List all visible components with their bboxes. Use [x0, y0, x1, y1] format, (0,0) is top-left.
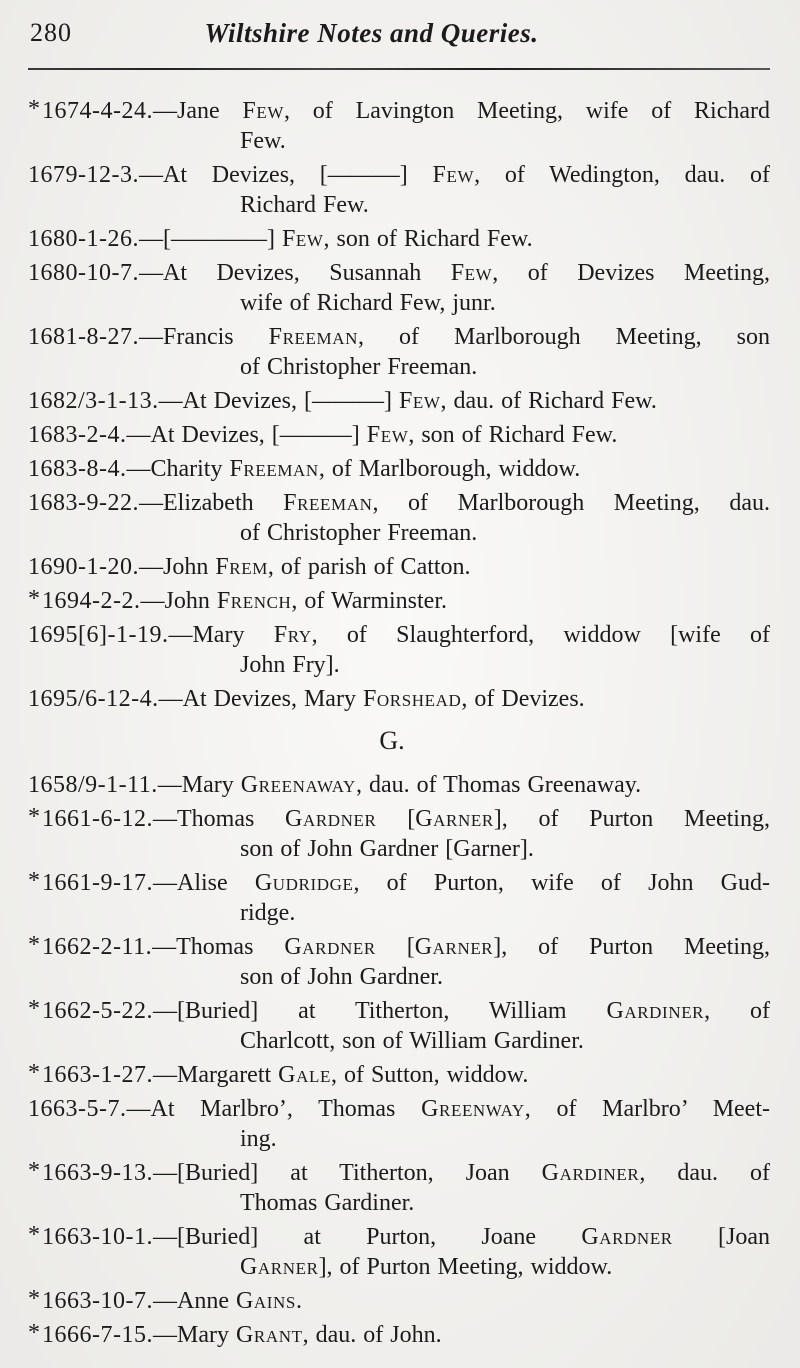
entry-date: 1663-10-1. — [42, 1224, 153, 1250]
entry-continuation-line: Richard Few. — [240, 192, 369, 218]
asterisk-marker: * — [28, 996, 40, 1022]
asterisk-marker: * — [28, 1222, 40, 1248]
register-entry — [28, 322, 770, 382]
register-entry — [28, 804, 770, 864]
surname-smallcaps: Few — [398, 388, 441, 414]
register-entry — [28, 1158, 770, 1218]
entry-date: 1683-2-4. — [28, 422, 127, 448]
entry-first-line: 1683-2-4.—At Devizes, [———] Few, son of Richard Few. — [28, 422, 618, 448]
entry-continuation-line: ridge. — [240, 900, 296, 926]
entry-first-line: 1679-12-3.—At Devizes, [———] Few, of Wedington, dau. of — [28, 162, 771, 188]
entry-continuation-line: of Christopher Freeman. — [240, 354, 478, 380]
register-entry — [28, 420, 770, 450]
register-entry — [28, 160, 770, 220]
asterisk-marker: * — [28, 868, 40, 894]
entry-date: 1661-9-17. — [42, 870, 153, 896]
asterisk-marker: * — [28, 1060, 40, 1086]
entry-continuation-line: ing. — [240, 1126, 277, 1152]
entry-continuation-line: Few. — [240, 128, 286, 154]
entry-first-line: 1683-8-4.—Charity Freeman, of Marlborough, widdow. — [28, 456, 581, 482]
entry-first-line: 1680-10-7.—At Devizes, Susannah Few, of Devizes Meeting, — [28, 260, 770, 286]
entry-first-line: 1695/6-12-4.—At Devizes, Mary Forshead, of Devizes. — [28, 686, 585, 712]
surname-smallcaps: Few — [432, 162, 475, 188]
surname-smallcaps: Gardner — [284, 934, 376, 960]
entry-continuation-line: son of John Gardner. — [240, 964, 443, 990]
entry-first-line: *1663-9-13.—[Buried] at Titherton, Joan Gardiner, dau. of — [28, 1158, 770, 1186]
entry-first-line: *1694-2-2.—John French, of Warminster. — [28, 586, 448, 614]
entry-first-line: 1680-1-26.—[————] Few, son of Richard Few. — [28, 226, 533, 252]
page-title: Wiltshire Notes and Queries. — [204, 18, 539, 48]
entry-first-line: 1695[6]-1-19.—Mary Fry, of Slaughterford, widdow [wife of — [28, 622, 771, 648]
surname-smallcaps: French — [216, 588, 292, 614]
surname-smallcaps: Greenway — [421, 1096, 525, 1122]
entry-first-line: 1658/9-1-11.—Mary Greenaway, dau. of Thomas Greenaway. — [28, 772, 642, 798]
entry-date: 1663-5-7. — [28, 1096, 127, 1122]
entry-date: 1683-8-4. — [28, 456, 127, 482]
section-heading: G. — [379, 726, 405, 755]
asterisk-marker: * — [28, 586, 40, 612]
asterisk-marker: * — [28, 96, 40, 122]
entry-date: 1682/3-1-13. — [28, 388, 159, 414]
asterisk-marker: * — [28, 1286, 40, 1312]
asterisk-marker: * — [28, 1158, 40, 1184]
entry-first-line: *1674-4-24.—Jane Few, of Lavington Meeting, wife of Richard — [28, 96, 770, 124]
entry-first-line: 1690-1-20.—John Frem, of parish of Catton. — [28, 554, 471, 580]
entry-first-line: *1663-10-1.—[Buried] at Purton, Joane Gardner [Joan — [28, 1222, 770, 1250]
surname-smallcaps: Frem — [215, 554, 268, 580]
entry-date: 1690-1-20. — [28, 554, 139, 580]
entry-date: 1695/6-12-4. — [28, 686, 159, 712]
asterisk-marker: * — [28, 932, 40, 958]
entry-date: 1674-4-24. — [42, 98, 153, 124]
surname-smallcaps: Freeman — [283, 490, 373, 516]
entry-date: 1681-8-27. — [28, 324, 139, 350]
register-entry — [28, 224, 770, 254]
register-entry — [28, 1094, 770, 1154]
surname-smallcaps: Freeman — [268, 324, 358, 350]
surname-smallcaps: Few — [366, 422, 409, 448]
entry-date: 1658/9-1-11. — [28, 772, 158, 798]
entry-date: 1679-12-3. — [28, 162, 139, 188]
register-entry — [28, 454, 770, 484]
entry-date: 1661-6-12. — [42, 806, 153, 832]
entry-continuation-line: son of John Gardner [Garner]. — [240, 836, 534, 862]
entry-continuation-line: Thomas Gardiner. — [240, 1190, 415, 1216]
entry-first-line: *1663-1-27.—Margarett Gale, of Sutton, widdow. — [28, 1060, 529, 1088]
entry-continuation-line: John Fry]. — [240, 652, 340, 678]
entry-first-line: 1663-5-7.—At Marlbro’, Thomas Greenway, of Marlbro’ Meet- — [28, 1096, 770, 1122]
register-entry — [28, 684, 770, 714]
entry-first-line: *1661-6-12.—Thomas Gardner [Garner], of Purton Meeting, — [28, 804, 770, 832]
entry-date: 1694-2-2. — [42, 588, 141, 614]
register-entry — [28, 586, 770, 616]
surname-smallcaps: Few — [450, 260, 493, 286]
surname-smallcaps: Garner — [415, 806, 494, 832]
surname-smallcaps: Gains — [235, 1288, 296, 1314]
register-entry — [28, 620, 770, 680]
page-number: 280 — [30, 18, 72, 47]
register-entry — [28, 386, 770, 416]
register-entry — [28, 868, 770, 928]
surname-smallcaps: Gardiner — [541, 1160, 640, 1186]
entry-date: 1683-9-22. — [28, 490, 139, 516]
asterisk-marker: * — [28, 804, 40, 830]
entry-date: 1666-7-15. — [42, 1322, 153, 1348]
register-entry — [28, 996, 770, 1056]
entry-date: 1663-9-13. — [42, 1160, 153, 1186]
entry-first-line: 1683-9-22.—Elizabeth Freeman, of Marlborough Meeting, dau. — [28, 490, 770, 516]
entry-first-line: *1663-10-7.—Anne Gains. — [28, 1286, 302, 1314]
surname-smallcaps: Few — [281, 226, 324, 252]
entry-date: 1663-1-27. — [42, 1062, 153, 1088]
entry-first-line: 1681-8-27.—Francis Freeman, of Marlborough Meeting, son — [28, 324, 770, 350]
surname-smallcaps: Freeman — [229, 456, 319, 482]
register-entry — [28, 552, 770, 582]
register-entry — [28, 1060, 770, 1090]
register-entry — [28, 1222, 770, 1282]
entry-date: 1695[6]-1-19. — [28, 622, 169, 648]
surname-smallcaps: Garner — [240, 1254, 319, 1280]
surname-smallcaps: Grant — [235, 1322, 303, 1348]
entry-continuation-line: Charlcott, son of William Gardiner. — [240, 1028, 584, 1054]
entry-date: 1662-5-22. — [42, 998, 153, 1024]
entry-first-line: *1662-5-22.—[Buried] at Titherton, William Gardiner, of — [28, 996, 771, 1024]
surname-smallcaps: Gardner — [581, 1224, 673, 1250]
register-entry — [28, 770, 770, 800]
entry-date: 1680-1-26. — [28, 226, 139, 252]
surname-smallcaps: Fry — [273, 622, 312, 648]
entry-date: 1680-10-7. — [28, 260, 139, 286]
register-entry — [28, 258, 770, 318]
surname-smallcaps: Greenaway — [240, 772, 356, 798]
register-entry — [28, 1286, 770, 1316]
surname-smallcaps: Gale — [278, 1062, 331, 1088]
entries-list — [28, 96, 770, 1350]
register-entry — [28, 96, 770, 156]
surname-smallcaps: Gardner — [285, 806, 377, 832]
entry-first-line: 1682/3-1-13.—At Devizes, [———] Few, dau. of Richard Few. — [28, 388, 657, 414]
register-entry — [28, 488, 770, 548]
register-entry — [28, 932, 770, 992]
surname-smallcaps: Few — [242, 98, 284, 124]
entry-first-line: *1666-7-15.—Mary Grant, dau. of John. — [28, 1320, 442, 1348]
entry-date: 1663-10-7. — [42, 1288, 153, 1314]
surname-smallcaps: Forshead — [362, 686, 462, 712]
entry-continuation-line: of Christopher Freeman. — [240, 520, 478, 546]
surname-smallcaps: Garner — [414, 934, 494, 960]
entry-first-line: *1661-9-17.—Alise Gudridge, of Purton, wife of John Gud- — [28, 868, 770, 896]
surname-smallcaps: Gudridge — [254, 870, 354, 896]
asterisk-marker: * — [28, 1320, 40, 1346]
register-entry — [28, 1320, 770, 1350]
page-header — [28, 18, 770, 52]
entry-continuation-line: wife of Richard Few, junr. — [240, 290, 496, 316]
entry-date: 1662-2-11. — [42, 934, 153, 960]
header-rule — [28, 68, 770, 70]
entry-first-line: *1662-2-11.—Thomas Gardner [Garner], of Purton Meeting, — [28, 932, 770, 960]
entry-continuation-line: Garner], of Purton Meeting, widdow. — [240, 1254, 613, 1280]
surname-smallcaps: Gardiner — [606, 998, 705, 1024]
